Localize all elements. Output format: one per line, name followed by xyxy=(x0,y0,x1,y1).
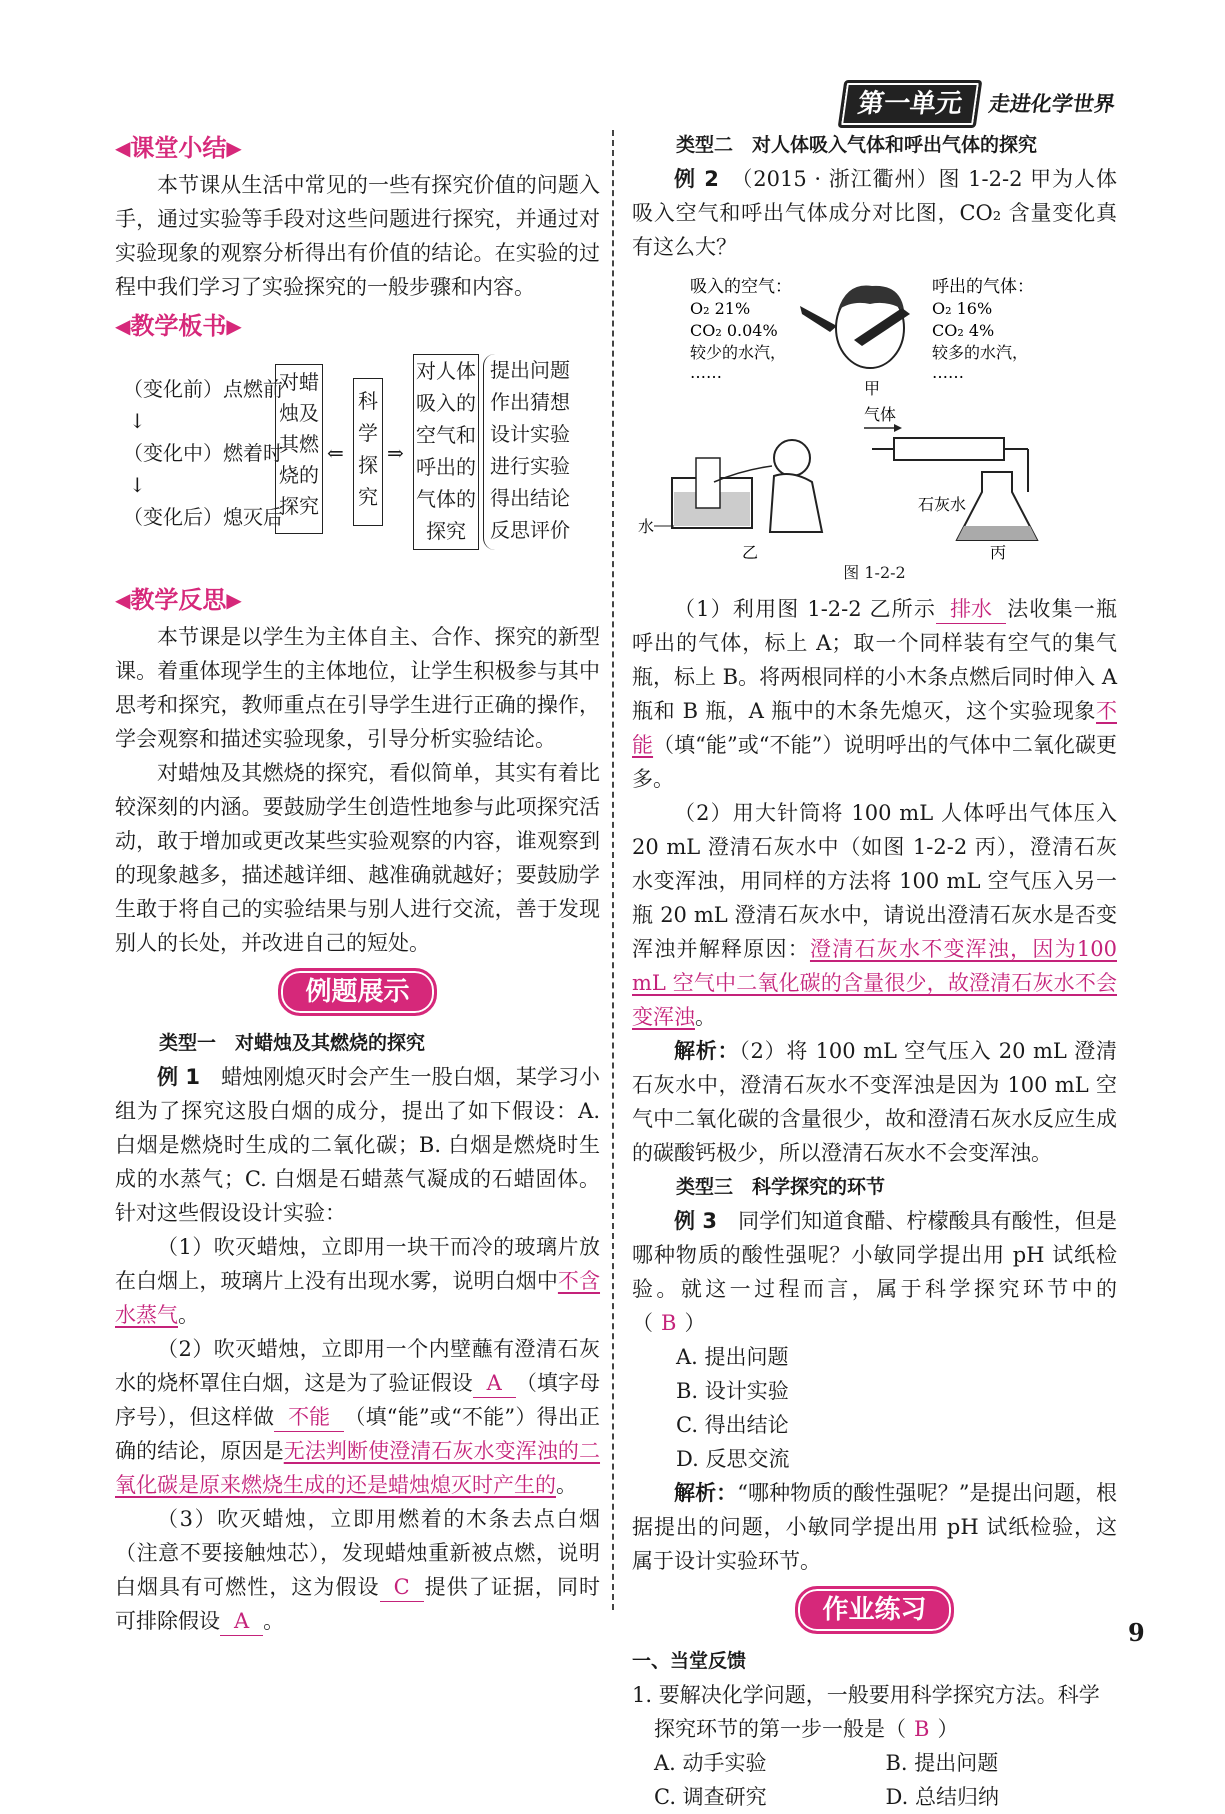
summary-title: ◀ 课堂小结 ▶ xyxy=(115,128,600,168)
example1-q3: （3）吹灭蜡烛，立即用燃着的木条去点白烟（注意不要接触烛芯），发现蜡烛重新被点燃，说明白烟具有可燃性，这为假设 C 提供了证据，同时可排除假设 A 。 xyxy=(115,1502,600,1638)
svg-text:吸入的空气：: 吸入的空气： xyxy=(690,277,792,297)
blackboard-diagram xyxy=(115,354,600,574)
type2-title: 类型二 对人体吸入气体和呼出气体的探究 xyxy=(676,134,1038,156)
example2-analysis: 解析：（2）将 100 mL 空气压入 20 mL 澄清石灰水中，澄清石灰水不变浑浊是因为 100 mL 空气中二氧化碳的含量很少，故和澄清石灰水反应生成的碳酸钙极少，所以澄清石灰水不会变浑浊。 xyxy=(632,1039,1118,1165)
summary-text: 本节课从生活中常见的一些有探究价值的问题入手，通过实验等手段对这些问题进行探究，并通过对实验现象的观察分析得出有价值的结论。在实验的过程中我们学习了实验探究的一般步骤和内容。 xyxy=(115,173,600,299)
svg-text:丙: 丙 xyxy=(990,543,1007,562)
triangle-right-icon: ▶ xyxy=(226,314,242,338)
board-box-science: 科 学 探 究 xyxy=(353,378,383,526)
example2-q1: （1）利用图 1-2-2 乙所示 排水 法收集一瓶呼出的气体，标上 A；取一个同样装有空气的集气瓶，标上 B。将两根同样的小木条点燃后同时伸入 A 瓶和 B 瓶，A 瓶中的木条先熄灭，这个实验现象不能（填“能”或“不能”）说明呼出的气体中二氧化碳更多。 xyxy=(632,597,1117,791)
option-b: B. 提出问题 xyxy=(885,1751,999,1775)
option-c: C. 得出结论 xyxy=(676,1413,789,1437)
page-number: 9 xyxy=(1128,1618,1145,1647)
triangle-left-icon: ◀ xyxy=(115,136,131,160)
board-box-breath: 对人体 吸入的 空气和 呼出的 气体的 探究 xyxy=(413,354,479,550)
type3-title: 类型三 科学探究的环节 xyxy=(676,1176,886,1198)
board-after: （变化后）熄灭后 xyxy=(123,505,283,529)
example1-q1: （1）吹灭蜡烛，立即用一块干而冷的玻璃片放在白烟上，玻璃片上没有出现水雾，说明白烟中不含水蒸气。 xyxy=(115,1235,601,1327)
example3-options xyxy=(632,1340,1117,1476)
option-d: D. 总结归纳 xyxy=(885,1785,999,1809)
svg-text:乙: 乙 xyxy=(742,543,759,562)
board-box-candle: 对蜡 烛及 其燃 烧的 探究 xyxy=(275,364,323,534)
triangle-right-icon: ▶ xyxy=(226,136,242,160)
board-during: （变化中）燃着时 xyxy=(123,441,283,465)
unit-badge: 第一单元 xyxy=(838,80,983,128)
experiment-illustration xyxy=(632,270,1117,560)
svg-text:……: …… xyxy=(932,363,964,382)
example1: 例 1 蜡烛刚熄灭时会产生一股白烟，某学习小组为了探究这股白烟的成分，提出了如下假设：A. 白烟是燃烧时生成的二氧化碳；B. 白烟是燃烧时生成的水蒸气；C. 白烟是石蜡蒸气凝成的石蜡固体。针对这些假设设计实验： xyxy=(115,1065,600,1225)
reflection-p2: 对蜡烛及其燃烧的探究，看似简单，其实有着比较深刻的内涵。要鼓励学生创造性地参与此项探究活动，敢于增加或更改某些实验观察的内容，谁观察到的现象越多，描述越详细、越准确就越好；要鼓励学生敢于将自己的实验结果与别人进行交流，善于发现别人的长处，并改进自己的短处。 xyxy=(115,761,600,955)
option-d: D. 反思交流 xyxy=(676,1447,790,1471)
svg-text:CO₂ 4%: CO₂ 4% xyxy=(932,321,995,340)
option-c: C. 调查研究 xyxy=(654,1785,767,1809)
hw-q1: 1. 要解决化学问题，一般要用科学探究方法。科学探究环节的第一步一般是（ B ） xyxy=(632,1683,1100,1741)
svg-text:较多的水汽，: 较多的水汽， xyxy=(932,343,1029,362)
unit-title: 走进化学世界 xyxy=(987,92,1117,116)
svg-text:O₂ 21%: O₂ 21% xyxy=(690,299,751,318)
hw-section: 一、当堂反馈 xyxy=(632,1650,747,1672)
svg-text:……: …… xyxy=(690,363,722,382)
homework-banner: 作业练习 xyxy=(632,1586,1117,1634)
svg-text:甲: 甲 xyxy=(864,379,881,398)
svg-text:CO₂ 0.04%: CO₂ 0.04% xyxy=(690,321,778,340)
triangle-right-icon: ▶ xyxy=(226,588,242,612)
arrow-down-icon: ↓ xyxy=(129,473,146,497)
arrow-left-icon: ⇐ xyxy=(327,441,344,465)
svg-text:气体: 气体 xyxy=(864,405,897,424)
board-before: （变化前）点燃前 xyxy=(123,377,283,401)
board-title: ◀ 教学板书 ▶ xyxy=(115,306,600,346)
example3: 例 3 同学们知道食醋、柠檬酸具有酸性，但是哪种物质的酸性强呢？小敏同学提出用 pH 试纸检验。就这一过程而言，属于科学探究环节中的（ B ） xyxy=(632,1209,1117,1335)
triangle-left-icon: ◀ xyxy=(115,314,131,338)
hw-q1-options xyxy=(632,1746,1117,1814)
reflection-p1: 本节课是以学生为主体自主、合作、探究的新型课。着重体现学生的主体地位，让学生积极参与其中思考和探究，教师重点在引导学生进行正确的操作，学会观察和描述实验现象，引导分析实验结论。 xyxy=(115,625,600,751)
example2: 例 2 （2015 · 浙江衢州）图 1-2-2 甲为人体吸入空气和呼出气体成分对比图，CO₂ 含量变化真有这么大？ xyxy=(632,167,1118,259)
svg-text:呼出的气体：: 呼出的气体： xyxy=(932,277,1034,297)
option-a: A. 提出问题 xyxy=(676,1345,789,1369)
option-a: A. 动手实验 xyxy=(654,1751,767,1775)
triangle-left-icon: ◀ xyxy=(115,588,131,612)
column-divider xyxy=(612,130,614,1610)
example3-analysis: 解析：“哪种物质的酸性强呢？”是提出问题，根据提出的问题，小敏同学提出用 pH 试纸检验，这属于设计实验环节。 xyxy=(632,1481,1117,1573)
svg-text:石灰水: 石灰水 xyxy=(918,495,967,514)
arrow-down-icon: ↓ xyxy=(129,409,146,433)
figure-1-2-2 xyxy=(632,270,1117,560)
examples-banner: 例题展示 xyxy=(115,968,600,1016)
example2-q2: （2）用大针筒将 100 mL 人体呼出气体压入 20 mL 澄清石灰水中（如图 1-2-2 丙），澄清石灰水变浑浊，用同样的方法将 100 mL 空气压入另一瓶 20 mL 澄清石灰水中，请说出澄清石灰水是否变浑浊并解释原因：澄清石灰水不变浑浊，因为100 mL 空气中二氧化碳的含量很少，故澄清石灰水不会变浑浊。 xyxy=(632,801,1117,1029)
type1-title: 类型一 对蜡烛及其燃烧的探究 xyxy=(159,1032,426,1054)
svg-text:水: 水 xyxy=(638,517,655,536)
left-column xyxy=(115,128,600,1638)
option-b: B. 设计实验 xyxy=(676,1379,789,1403)
right-column xyxy=(632,128,1117,1814)
page-header xyxy=(841,80,1115,128)
svg-text:O₂ 16%: O₂ 16% xyxy=(932,299,993,318)
board-steps: 提出问题 作出猜想 设计实验 进行实验 得出结论 反思评价 xyxy=(483,354,591,550)
reflection-title: ◀ 教学反思 ▶ xyxy=(115,580,600,620)
arrow-right-icon: ⇒ xyxy=(387,441,404,465)
example1-q2: （2）吹灭蜡烛，立即用一个内壁蘸有澄清石灰水的烧杯罩住白烟，这是为了验证假设 A （填字母序号），但这样做 不能 （填“能”或“不能”）得出正确的结论，原因是无法判断使澄清石灰水变浑浊的二氧化碳是原来燃烧生成的还是蜡烛熄灭时产生的。 xyxy=(115,1337,601,1497)
svg-text:较少的水汽，: 较少的水汽， xyxy=(690,343,787,362)
figure-caption: 图 1-2-2 xyxy=(843,563,906,582)
